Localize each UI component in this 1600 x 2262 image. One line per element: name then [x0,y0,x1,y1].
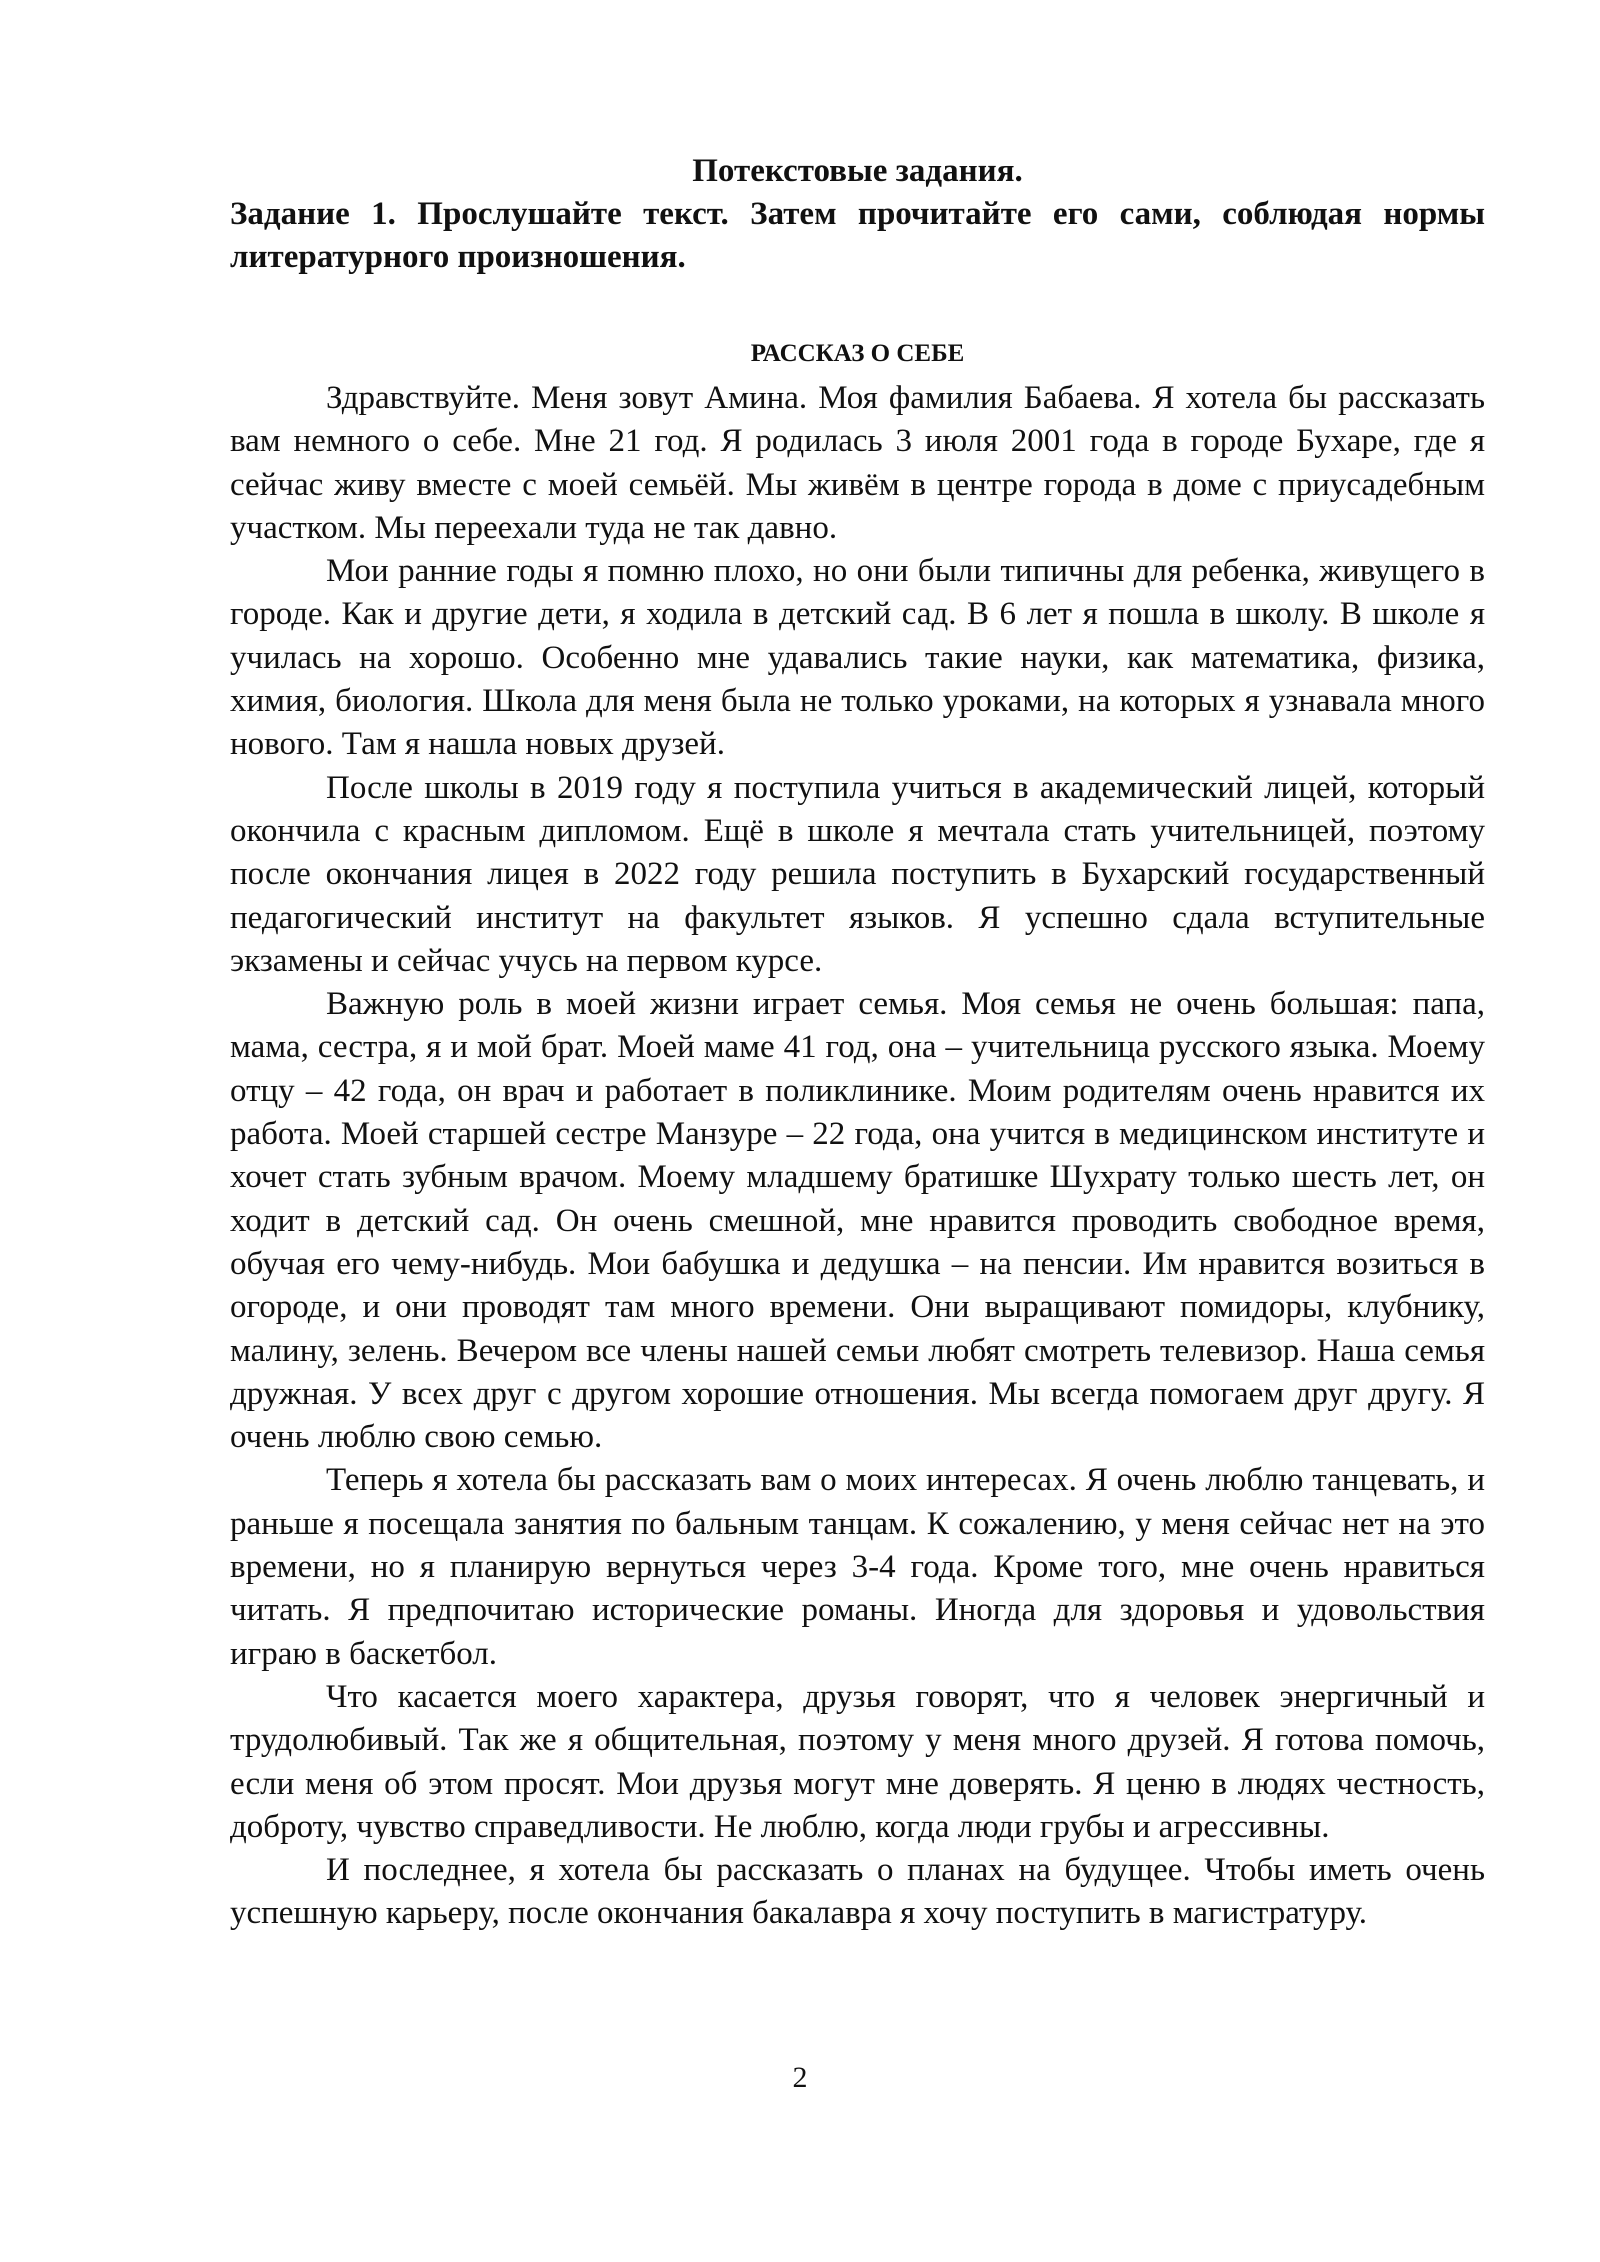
page-number: 2 [792,2061,808,2094]
story-paragraph: Мои ранние годы я помню плохо, но они были типичны для ребенка, живущего в городе. Как и другие дети, я ходила в детский сад. В 6 лет я пошла в школу. В школе я училась на хорошо. Особенно мне удавались такие науки, как математика, физика, химия, биология. Школа для меня была не только уроками, на которых я узнавала много нового. Там я нашла новых друзей. [230,553,1485,763]
section-title: Потекстовые задания. [692,153,1023,189]
story-body [230,377,1485,1936]
document-page [230,150,1485,1936]
story-paragraph: Теперь я хотела бы рассказать вам о моих интересах. Я очень люблю танцевать, и раньше я посещала занятия по бальным танцам. К сожалению, у меня сейчас нет на это времени, но я планирую вернуться через 3-4 года. Кроме того, мне очень нравиться читать. Я предпочитаю исторические романы. Иногда для здоровья и удовольствия играю в баскетбол. [230,1462,1485,1672]
story-title: РАССКАЗ О СЕБЕ [750,340,965,367]
task-instruction: Задание 1. Прослушайте текст. Затем прочитайте его сами, соблюдая нормы литературного произношения. [230,196,1485,275]
story-paragraph: После школы в 2019 году я поступила учиться в академический лицей, который окончила с красным дипломом. Ещё в школе я мечтала стать учительницей, поэтому после окончания лицея в 2022 году решила поступить в Бухарский государственный педагогический институт на факультет языков. Я успешно сдала вступительные экзамены и сейчас учусь на первом курсе. [230,769,1485,979]
story-paragraph: И последнее, я хотела бы рассказать о планах на будущее. Чтобы иметь очень успешную карьеру, после окончания бакалавра я хочу поступить в магистратуру. [230,1852,1485,1932]
story-paragraph: Что касается моего характера, друзья говорят, что я человек энергичный и трудолюбивый. Так же я общительная, поэтому у меня много друзей. Я готова помочь, если меня об этом просят. Мои друзья могут мне доверять. Я ценю в людях честность, доброту, чувство справедливости. Не люблю, когда люди грубы и агрессивны. [230,1678,1485,1845]
story-paragraph: Здравствуйте. Меня зовут Амина. Моя фамилия Бабаева. Я хотела бы рассказать вам немного о себе. Мне 21 год. Я родилась 3 июля 2001 года в городе Бухаре, где я сейчас живу вместе с моей семьёй. Мы живём в центре города в доме с приусадебным участком. Мы переехали туда не так давно. [230,380,1485,546]
story-paragraph: Важную роль в моей жизни играет семья. Моя семья не очень большая: папа, мама, сестра, я и мой брат. Моей маме 41 год, она – учительница русского языка. Моему отцу – 42 года, он врач и работает в поликлинике. Моим родителям очень нравится их работа. Моей старшей сестре Манзуре – 22 года, она учится в медицинском институте и хочет стать зубным врачом. Моему младшему братишке Шухрату только шесть лет, он ходит в детский сад. Он очень смешной, мне нравится проводить свободное время, обучая его чему-нибудь. Мои бабушка и дедушка – на пенсии. Им нравится возиться в огороде, и они проводят там много времени. Они выращивают помидоры, клубнику, малину, зелень. Вечером все члены нашей семьи любят смотреть телевизор. Наша семья дружная. У всех друг с другом хорошие отношения. Мы всегда помогаем друг другу. Я очень люблю свою семью. [230,986,1485,1456]
